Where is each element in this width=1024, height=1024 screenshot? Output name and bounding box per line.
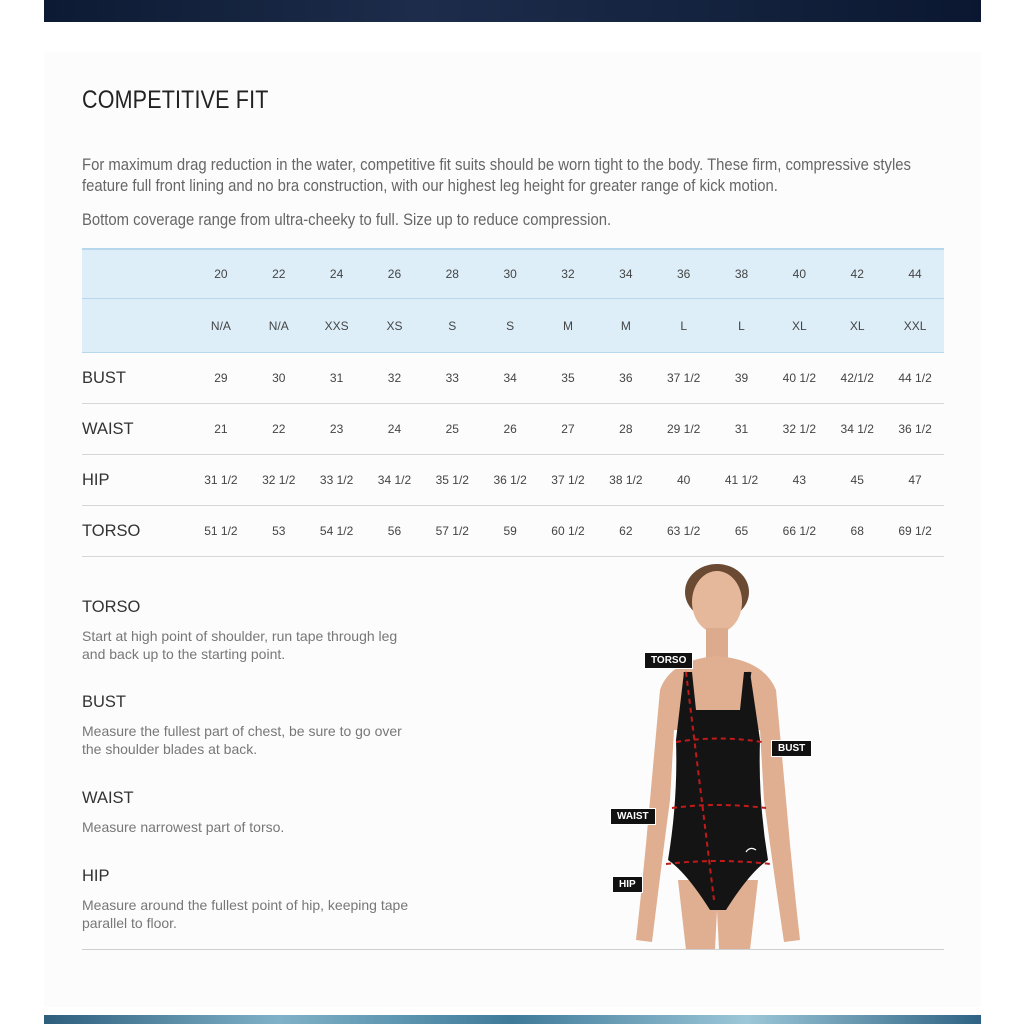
letter-size-row-cell: XL: [828, 299, 886, 353]
measurement-row-torso-label: TORSO: [82, 506, 192, 557]
measurement-row-waist: [82, 404, 944, 455]
measurement-row-hip-cell: 38 1/2: [597, 455, 655, 506]
numeric-size-row-cell: 28: [423, 249, 481, 299]
numeric-size-row-cell: 22: [250, 249, 308, 299]
measurement-row-bust-cell: 31: [308, 353, 366, 404]
guide-hip-heading: HIP: [82, 867, 110, 885]
measurement-row-hip-cell: 36 1/2: [481, 455, 539, 506]
intro-paragraph-1: For maximum drag reduction in the water, competitive fit suits should be worn tight to the body. These firm, compressive styles feature full front lining and no bra construction, with our highest leg height for greater range of kick motion.: [82, 156, 911, 195]
measurement-row-hip-cell: 35 1/2: [423, 455, 481, 506]
measurement-row-bust-cell: 37 1/2: [655, 353, 713, 404]
guide-bust: [82, 693, 412, 758]
measurement-row-torso: [82, 506, 944, 557]
letter-size-row-cell: L: [713, 299, 771, 353]
measurement-row-hip-cell: 33 1/2: [308, 455, 366, 506]
measurement-row-hip-cell: 40: [655, 455, 713, 506]
intro-paragraph-2: Bottom coverage range from ultra-cheeky to full. Size up to reduce compression.: [82, 211, 612, 229]
measurement-row-hip-cell: 37 1/2: [539, 455, 597, 506]
numeric-size-row-cell: 26: [366, 249, 424, 299]
page-title: COMPETITIVE FIT: [82, 86, 269, 114]
measurement-row-bust-cell: 40 1/2: [770, 353, 828, 404]
numeric-size-row-cell: 24: [308, 249, 366, 299]
letter-size-row-cell: S: [423, 299, 481, 353]
letter-size-row-cell: L: [655, 299, 713, 353]
model-figure: [600, 560, 840, 950]
measurement-row-torso-cell: 63 1/2: [655, 506, 713, 557]
measurement-row-torso-cell: 56: [366, 506, 424, 557]
numeric-size-row-cell: 20: [192, 249, 250, 299]
measurement-row-bust-cell: 32: [366, 353, 424, 404]
measurement-row-bust-cell: 44 1/2: [886, 353, 944, 404]
guide-waist: [82, 789, 412, 836]
size-chart-table: [82, 248, 944, 557]
measurement-row-torso-cell: 57 1/2: [423, 506, 481, 557]
measurement-row-hip-cell: 47: [886, 455, 944, 506]
measurement-row-hip-cell: 43: [770, 455, 828, 506]
letter-size-row-cell: XL: [770, 299, 828, 353]
measurement-row-torso-cell: 54 1/2: [308, 506, 366, 557]
measurement-row-hip-cell: 34 1/2: [366, 455, 424, 506]
measurement-row-bust-cell: 36: [597, 353, 655, 404]
bottom-divider: [82, 949, 944, 950]
numeric-size-row-cell: 34: [597, 249, 655, 299]
measurement-row-torso-cell: 69 1/2: [886, 506, 944, 557]
guide-bust-text: Measure the fullest part of chest, be sure to go over the shoulder blades at back.: [82, 723, 402, 757]
numeric-size-row-cell: 40: [770, 249, 828, 299]
measurement-row-hip-cell: 41 1/2: [713, 455, 771, 506]
bottom-banner-image: [44, 1015, 981, 1024]
measurement-row-bust-cell: 29: [192, 353, 250, 404]
letter-size-row-cell: XS: [366, 299, 424, 353]
measurement-row-waist-cell: 28: [597, 404, 655, 455]
numeric-size-row-cell: 44: [886, 249, 944, 299]
letter-size-row: [82, 299, 944, 353]
measurement-row-hip: [82, 455, 944, 506]
guide-bust-heading: BUST: [82, 693, 127, 711]
measurement-row-waist-cell: 27: [539, 404, 597, 455]
measurement-row-torso-cell: 53: [250, 506, 308, 557]
letter-size-row-cell: M: [597, 299, 655, 353]
measurement-row-hip-cell: 31 1/2: [192, 455, 250, 506]
measurement-row-torso-cell: 66 1/2: [770, 506, 828, 557]
intro-text: [82, 155, 946, 231]
letter-size-row-cell: XXS: [308, 299, 366, 353]
measurement-row-bust-cell: 35: [539, 353, 597, 404]
measurement-row-bust-cell: 39: [713, 353, 771, 404]
numeric-size-row-cell: 32: [539, 249, 597, 299]
measurement-row-torso-cell: 62: [597, 506, 655, 557]
measurement-row-waist-cell: 36 1/2: [886, 404, 944, 455]
measurement-row-torso-cell: 60 1/2: [539, 506, 597, 557]
measurement-row-waist-cell: 34 1/2: [828, 404, 886, 455]
letter-size-row-cell: M: [539, 299, 597, 353]
letter-size-row-cell: XXL: [886, 299, 944, 353]
measurement-row-bust-cell: 30: [250, 353, 308, 404]
measurement-row-waist-cell: 22: [250, 404, 308, 455]
measurement-row-waist-cell: 26: [481, 404, 539, 455]
measurement-row-waist-label: WAIST: [82, 404, 192, 455]
measurement-row-waist-cell: 32 1/2: [770, 404, 828, 455]
guide-hip: [82, 867, 412, 932]
numeric-size-row-cell: 36: [655, 249, 713, 299]
measurement-row-hip-cell: 32 1/2: [250, 455, 308, 506]
numeric-size-row-cell: 42: [828, 249, 886, 299]
size-chart-body: [82, 249, 944, 557]
numeric-size-row-cell: 38: [713, 249, 771, 299]
guide-torso-heading: TORSO: [82, 598, 141, 616]
measurement-row-waist-cell: 23: [308, 404, 366, 455]
figure-label-bust: BUST: [771, 740, 812, 757]
letter-size-row-cell: N/A: [192, 299, 250, 353]
measurement-row-waist-cell: 25: [423, 404, 481, 455]
measurement-row-waist-cell: 24: [366, 404, 424, 455]
top-banner-image: [44, 0, 981, 22]
guide-torso-text: Start at high point of shoulder, run tape through leg and back up to the starting point.: [82, 628, 398, 662]
measurement-row-torso-cell: 65: [713, 506, 771, 557]
measurement-row-bust-label: BUST: [82, 353, 192, 404]
measurement-row-bust-cell: 42/1/2: [828, 353, 886, 404]
numeric-size-row: [82, 249, 944, 299]
guide-torso: [82, 598, 412, 663]
figure-label-waist: WAIST: [610, 808, 656, 825]
numeric-size-row-label: [82, 249, 192, 299]
measurement-row-bust-cell: 34: [481, 353, 539, 404]
measurement-row-hip-label: HIP: [82, 455, 192, 506]
measurement-row-torso-cell: 59: [481, 506, 539, 557]
measurement-row-hip-cell: 45: [828, 455, 886, 506]
guide-hip-text: Measure around the fullest point of hip, keeping tape parallel to floor.: [82, 897, 409, 931]
measurement-row-bust: [82, 353, 944, 404]
measurement-row-torso-cell: 68: [828, 506, 886, 557]
measurement-row-torso-cell: 51 1/2: [192, 506, 250, 557]
measurement-row-waist-cell: 21: [192, 404, 250, 455]
measurement-row-waist-cell: 31: [713, 404, 771, 455]
guide-waist-heading: WAIST: [82, 789, 134, 807]
figure-label-hip: HIP: [612, 876, 643, 893]
numeric-size-row-cell: 30: [481, 249, 539, 299]
letter-size-row-cell: S: [481, 299, 539, 353]
letter-size-row-label: [82, 299, 192, 353]
measurement-row-bust-cell: 33: [423, 353, 481, 404]
guide-waist-text: Measure narrowest part of torso.: [82, 819, 285, 835]
measurement-row-waist-cell: 29 1/2: [655, 404, 713, 455]
figure-label-torso: TORSO: [644, 652, 693, 669]
letter-size-row-cell: N/A: [250, 299, 308, 353]
